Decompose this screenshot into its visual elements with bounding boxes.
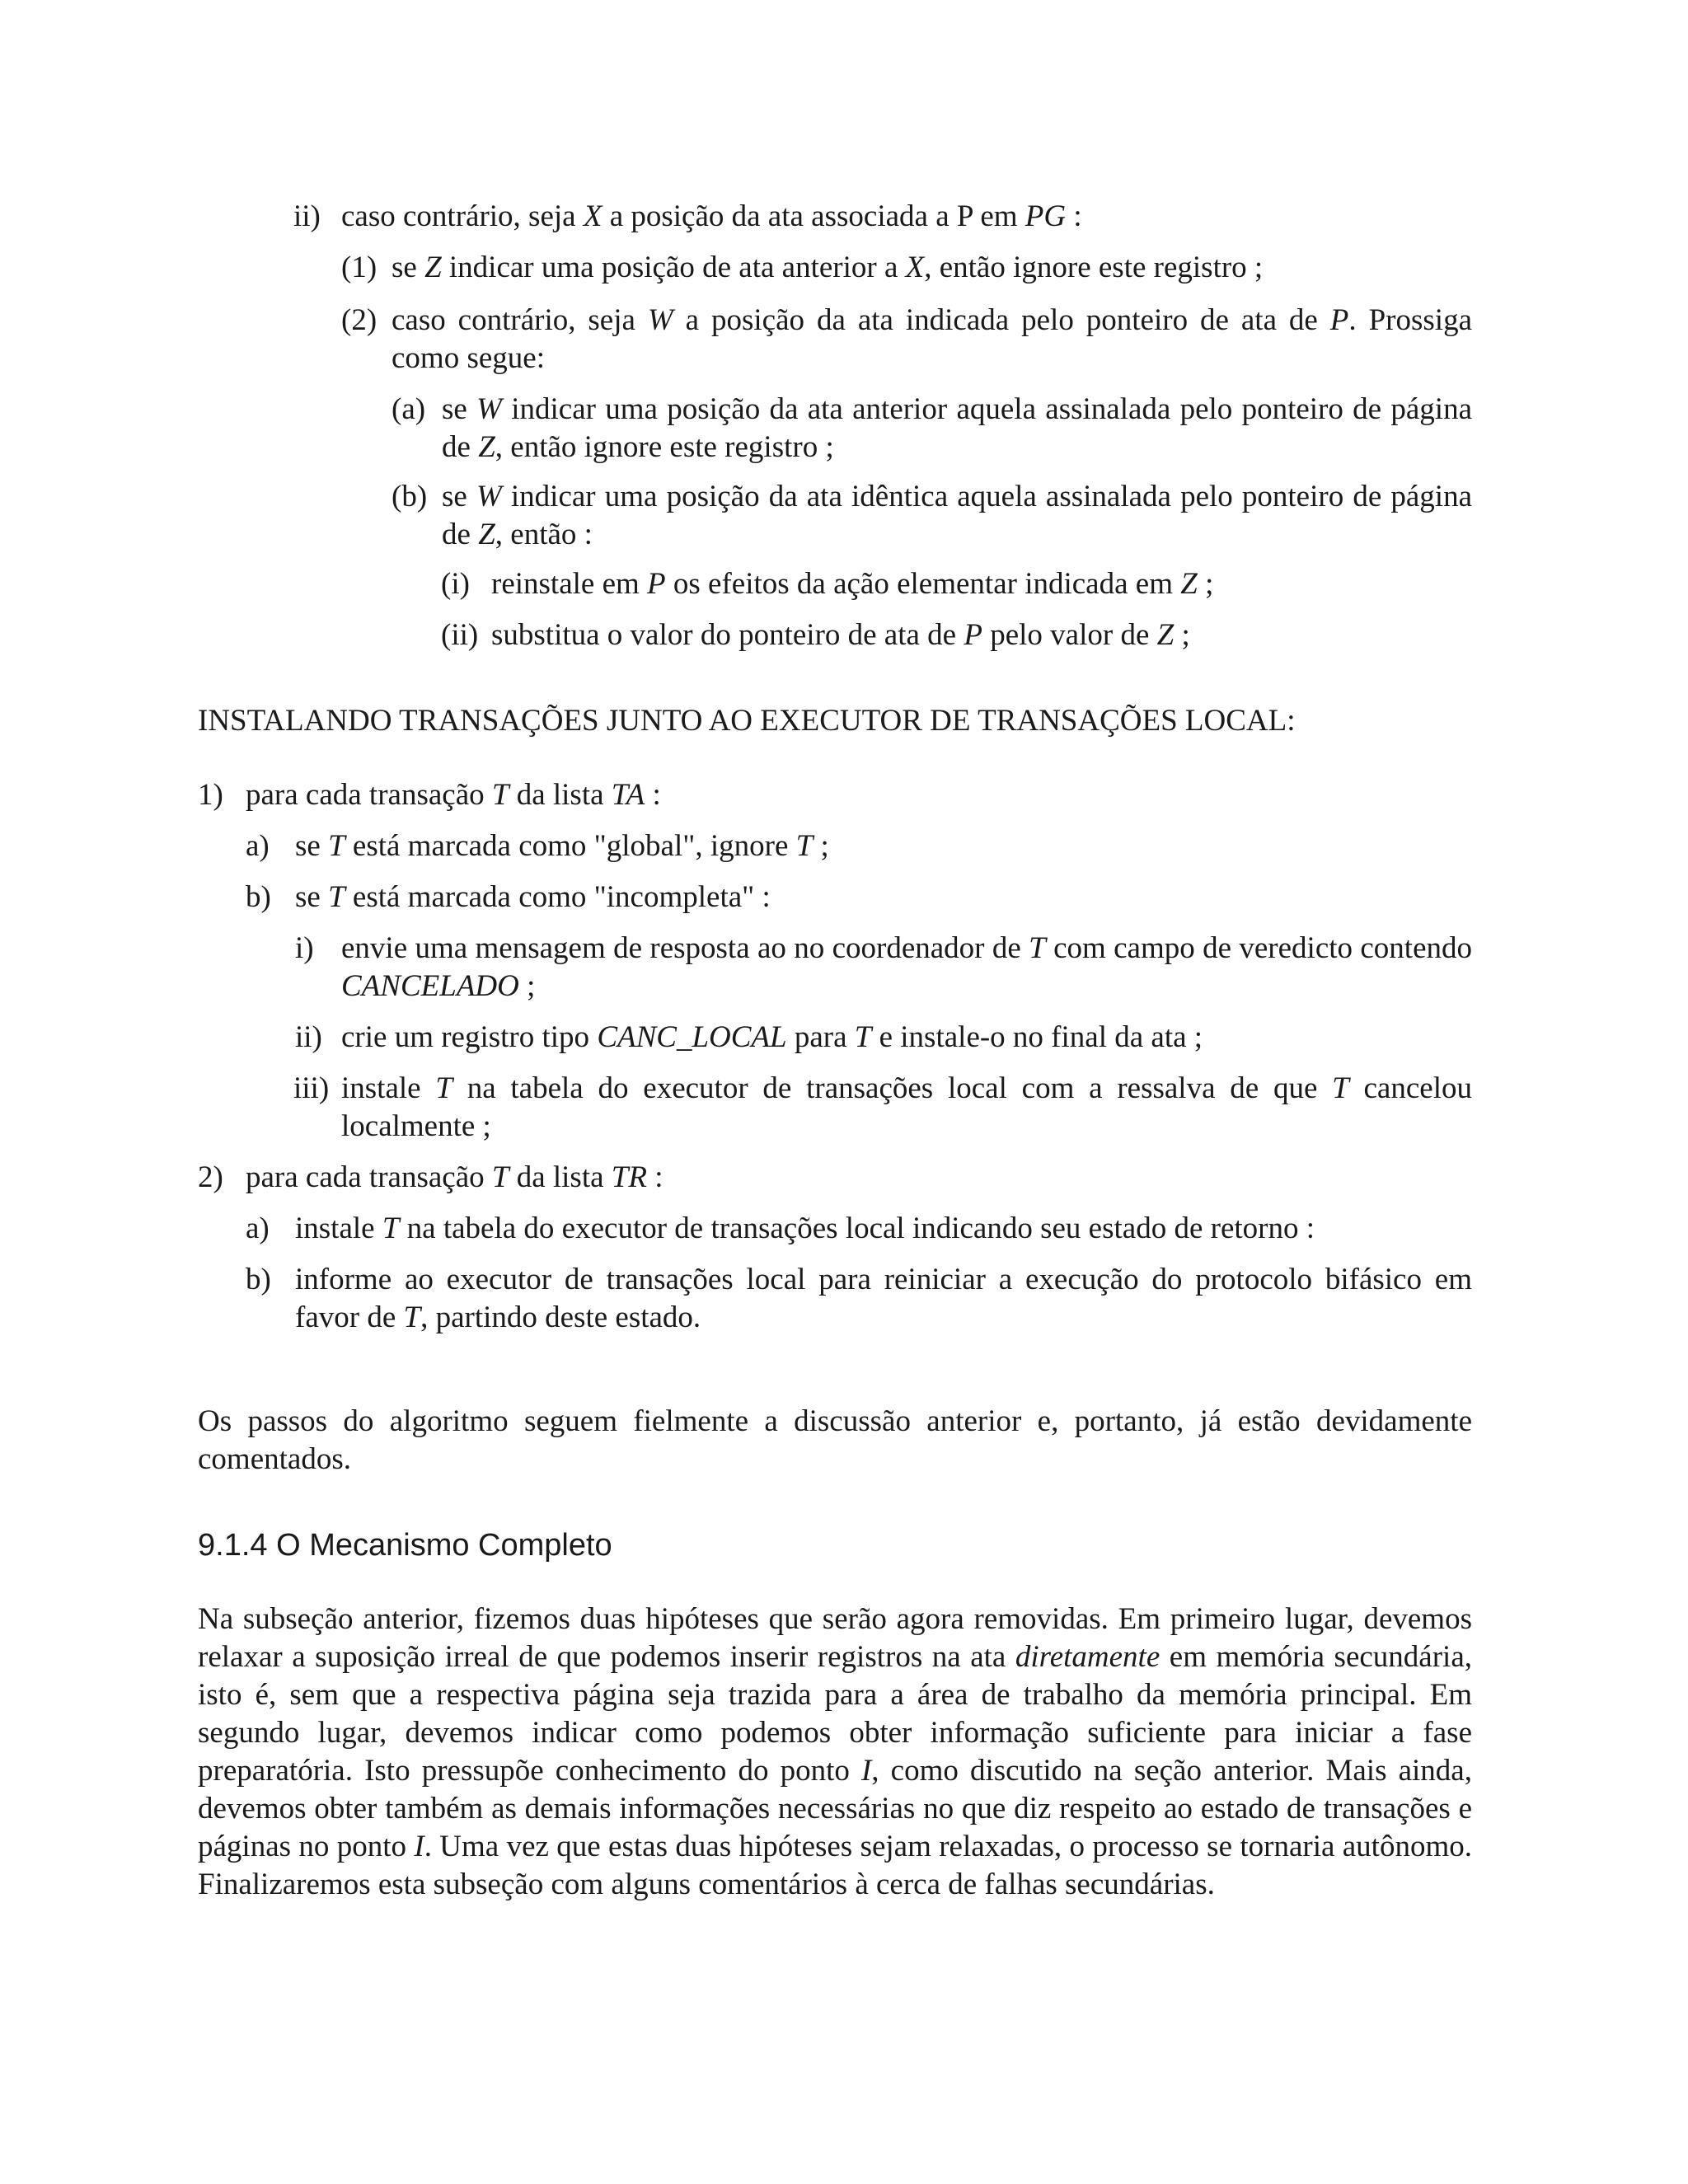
list-item: [246, 879, 1472, 916]
list-item: [295, 1019, 1472, 1057]
list-label: (b): [392, 480, 428, 513]
list-item: [246, 1261, 1472, 1337]
list-label: (a): [392, 392, 426, 426]
list-item: [341, 249, 1472, 287]
list-item: [246, 827, 1472, 865]
list-text: informe ao executor de transações local para reiniciar a execução do protocolo bifásico em favor de T, partindo deste estado.: [295, 1263, 1472, 1334]
section-heading: INSTALANDO TRANSAÇÕES JUNTO AO EXECUTOR DE TRANSAÇÕES LOCAL:: [198, 704, 1296, 738]
list-text: envie uma mensagem de resposta ao no coordenador de T com campo de veredicto contendo CANCELADO ;: [341, 931, 1472, 1003]
list-text: se T está marcada como "global", ignore T ;: [295, 829, 829, 863]
list-label: ii): [295, 1020, 322, 1054]
list-item: [441, 616, 1472, 654]
list-label: b): [246, 1263, 271, 1296]
list-label: 1): [198, 778, 223, 812]
list-text: caso contrário, seja X a posição da ata associada a P em PG :: [341, 199, 1082, 233]
list-label: a): [246, 1212, 270, 1245]
list-text: instale T na tabela do executor de transações local indicando seu estado de retorno :: [295, 1212, 1315, 1245]
list-text: se Z indicar uma posição de ata anterior a X, então ignore este registro ;: [392, 251, 1264, 284]
list-text: reinstale em P os efeitos da ação elementar indicada em Z ;: [491, 567, 1214, 601]
list-item: [293, 1070, 1472, 1146]
list-label: 2): [198, 1160, 223, 1194]
list-text: crie um registro tipo CANC_LOCAL para T e instale-o no final da ata ;: [341, 1020, 1203, 1054]
list-item: [392, 478, 1472, 554]
list-text: substitua o valor do ponteiro de ata de P pelo valor de Z ;: [491, 618, 1190, 652]
list-item: [295, 930, 1472, 1005]
list-text: para cada transação T da lista TR :: [246, 1160, 663, 1194]
list-item: [341, 302, 1472, 377]
paragraph: Os passos do algoritmo seguem fielmente a discussão anterior e, portanto, já estão devidamente comentados.: [198, 1404, 1472, 1476]
list-text: se W indicar uma posição da ata idêntica aquela assinalada pelo ponteiro de página de Z, então :: [442, 480, 1472, 551]
list-text: se W indicar uma posição da ata anterior aquela assinalada pelo ponteiro de página de Z, então ignore este registro ;: [442, 392, 1472, 464]
list-item: [198, 776, 1472, 814]
list-label: (1): [341, 251, 377, 284]
list-label: b): [246, 880, 271, 914]
list-item: [293, 198, 1472, 236]
list-item: [246, 1210, 1472, 1248]
list-label: ii): [293, 199, 321, 233]
list-text: caso contrário, seja W a posição da ata indicada pelo ponteiro de ata de P. Prossiga como segue:: [392, 303, 1472, 375]
list-label: a): [246, 829, 270, 863]
paragraph: Na subseção anterior, fizemos duas hipóteses que serão agora removidas. Em primeiro lugar, devemos relaxar a suposição irreal de que podemos inserir registros na ata diretamente em memória secundária, isto é, sem que a respectiva página seja trazida para a área de trabalho da memória principal. Em segundo lugar, devemos indicar como podemos obter informação suficiente para iniciar a fase preparatória. Isto pressupõe conhecimento do ponto I, como discutido na seção anterior. Mais ainda, devemos obter também as demais informações necessárias no que diz respeito ao estado de transações e páginas no ponto I. Uma vez que estas duas hipóteses sejam relaxadas, o processo se tornaria autônomo. Finalizaremos esta subseção com alguns comentários à cerca de falhas secundárias.: [198, 1602, 1472, 1901]
subsection-title: 9.1.4 O Mecanismo Completo: [198, 1528, 612, 1563]
list-item: [198, 1159, 1472, 1197]
list-text: instale T na tabela do executor de transações local com a ressalva de que T cancelou localmente ;: [341, 1071, 1472, 1143]
list-text: para cada transação T da lista TA :: [246, 778, 661, 812]
list-label: (i): [441, 567, 470, 601]
list-item: [441, 565, 1472, 603]
list-item: [392, 391, 1472, 466]
list-label: i): [295, 931, 314, 965]
list-label: (ii): [441, 618, 479, 652]
list-label: iii): [293, 1071, 330, 1105]
list-text: se T está marcada como "incompleta" :: [295, 880, 771, 914]
list-label: (2): [341, 303, 377, 337]
